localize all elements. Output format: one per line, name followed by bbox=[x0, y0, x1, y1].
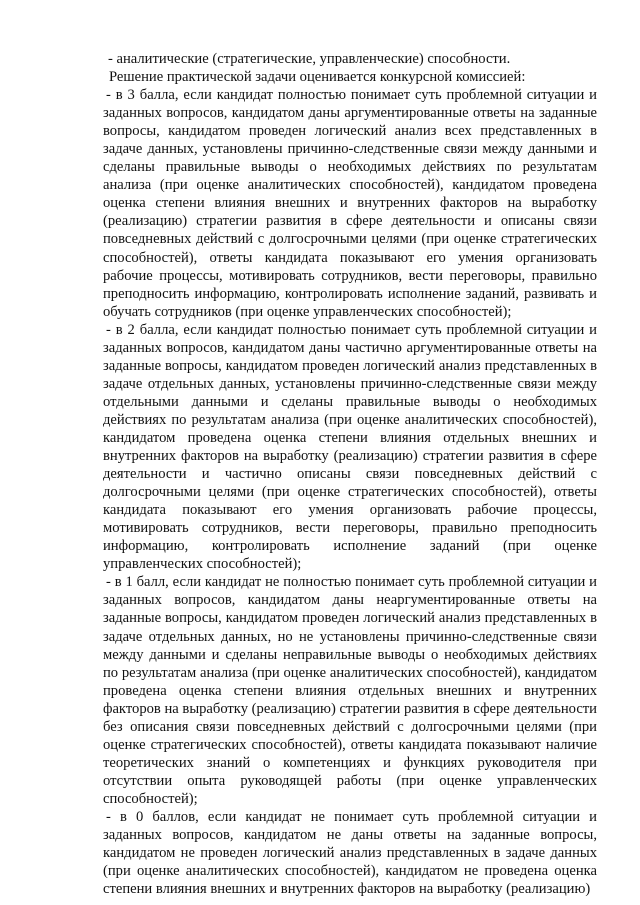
paragraph-evaluation-intro: Решение практической задачи оценивается конкурсной комиссией: bbox=[109, 69, 526, 86]
document-page bbox=[103, 50, 597, 898]
paragraph-analytic-abilities: - аналитические (стратегические, управленческие) способности. bbox=[108, 51, 511, 67]
paragraph-score-3: - в 3 балла, если кандидат полностью понимает суть проблемной ситуации и заданных вопросов, кандидатом даны аргументированные ответы на заданные вопросы, кандидатом проведен логический анализ всех представленных в задаче данных, установлены причинно-следственные связи между данными и сделаны правильные выводы о необходимых действиях по результатам анализа (при оценке аналитических способностей), кандидатом проведена оценка степени влияния внешних и внутренних факторов на выработку (реализацию) стратегии развития в сфере деятельности и описаны связи повседневных действий с долгосрочными целями (при оценке стратегических способностей), ответы кандидата показывают его умения организовать рабочие процессы, мотивировать сотрудников, вести переговоры, правильно преподносить информацию, контролировать исполнение заданий, развивать и обучать сотрудников (при оценке управленческих способностей); bbox=[103, 87, 597, 320]
paragraph-score-0: - в 0 баллов, если кандидат не понимает суть проблемной ситуации и заданных вопросов, кандидатом не даны ответы на заданные вопросы, кандидатом не проведен логический анализ представленных в задаче данных (при оценке аналитических способностей), кандидатом не проведена оценка степени влияния внешних и внутренних факторов на выработку (реализацию) bbox=[103, 808, 597, 898]
paragraph-score-2: - в 2 балла, если кандидат полностью понимает суть проблемной ситуации и заданных вопросов, кандидатом даны частично аргументированные ответы на заданные вопросы, кандидатом проведен логический анализ представленных в задаче отдельных данных, установлены причинно-следственные связи между отдельными данными и сделаны правильные выводы о необходимых действиях по результатам анализа (при оценке аналитических способностей), кандидатом проведена оценка степени влияния отдельных внешних и внутренних факторов на выработку (реализацию) стратегии развития в сфере деятельности и частично описаны связи повседневных действий с долгосрочными целями (при оценке стратегических способностей), ответы кандидата показывают его умения организовать рабочие процессы, мотивировать сотрудников, вести переговоры, правильно преподносить информацию, контролировать исполнение заданий (при оценке управленческих способностей); bbox=[103, 321, 597, 573]
paragraph-score-1: - в 1 балл, если кандидат не полностью понимает суть проблемной ситуации и заданных вопросов, кандидатом даны неаргументированные ответы на заданные вопросы, кандидатом проведен логический анализ представленных в задаче отдельных данных, но не установлены причинно-следственные связи между данными и сделаны неправильные выводы о необходимых действиях по результатам анализа (при оценке аналитических способностей), кандидатом проведена оценка степени влияния отдельных внешних и внутренних факторов на выработку (реализацию) стратегии развития в сфере деятельности без описания связи повседневных действий с долгосрочными целями (при оценке стратегических способностей), ответы кандидата показывают наличие теоретических знаний о компетенциях и функциях руководителя при отсутствии опыта руководящей работы (при оценке управленческих способностей); bbox=[103, 574, 597, 807]
